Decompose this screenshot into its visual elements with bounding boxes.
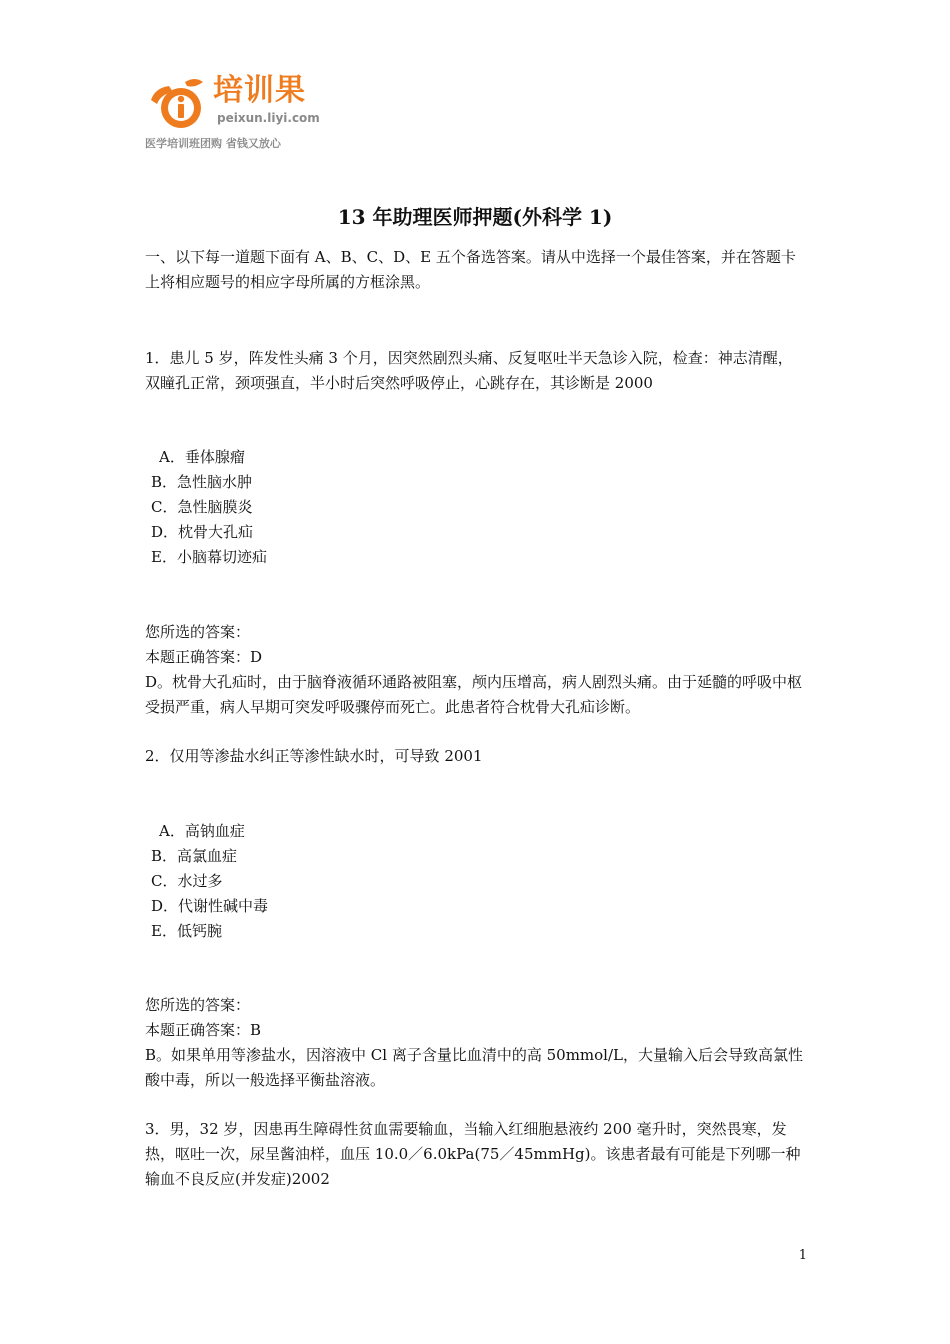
option-a[interactable]: A．垂体腺瘤 xyxy=(159,448,245,466)
question-3 xyxy=(145,1117,807,1192)
your-answer-label: 您所选的答案： xyxy=(145,623,251,641)
question-1-options xyxy=(145,445,807,570)
peach-logo-icon xyxy=(145,74,209,134)
option-d[interactable]: D．枕骨大孔疝 xyxy=(151,523,254,541)
option-e[interactable]: E．低钙腕 xyxy=(151,922,222,940)
question-1 xyxy=(145,346,807,396)
brand-url[interactable]: peixun.liyi.com xyxy=(217,111,320,125)
instructions xyxy=(145,245,807,295)
brand-slogan: 医学培训班团购 省钱又放心 xyxy=(145,137,281,150)
option-d[interactable]: D．代谢性碱中毒 xyxy=(151,897,269,915)
brand-logo xyxy=(145,70,345,160)
question-1-answer xyxy=(145,620,807,720)
question-stem: 1．患儿 5 岁，阵发性头痛 3 个月，因突然剧烈头痛、反复呕吐半天急诊入院，检查：神志清醒，双瞳孔正常，颈项强直，半小时后突然呼吸停止，心跳存在，其诊断是 2000 xyxy=(145,349,793,392)
brand-name: 培训果 xyxy=(213,73,306,108)
option-a[interactable]: A．高钠血症 xyxy=(159,822,245,840)
correct-answer: 本题正确答案：D xyxy=(145,648,263,666)
question-2 xyxy=(145,744,807,769)
option-c[interactable]: C．水过多 xyxy=(151,872,223,890)
correct-answer: 本题正确答案：B xyxy=(145,1021,262,1039)
instructions-text: 一、以下每一道题下面有 A、B、C、D、E 五个备选答案。请从中选择一个最佳答案，并在答题卡上将相应题号的相应字母所属的方框涂黑。 xyxy=(145,248,796,291)
option-e[interactable]: E．小脑幕切迹疝 xyxy=(151,548,267,566)
option-b[interactable]: B．急性脑水肿 xyxy=(151,473,253,491)
option-c[interactable]: C．急性脑膜炎 xyxy=(151,498,253,516)
option-b[interactable]: B．高氯血症 xyxy=(151,847,238,865)
document-title: 13 年助理医师押题(外科学 1) xyxy=(337,205,613,229)
question-stem: 3．男，32 岁，因患再生障碍性贫血需要输血，当输入红细胞悬液约 200 毫升时，突然畏寒，发热，呕吐一次，尿呈酱油样，血压 10.0／6.0kPa(75／45mmHg)。该患者最有可能是下列哪一种输血不良反应(并发症)2002 xyxy=(145,1120,801,1188)
question-2-options xyxy=(145,819,807,944)
page-number: 1 xyxy=(798,1248,807,1263)
answer-explanation: B。如果单用等渗盐水，因溶液中 Cl 离子含量比血清中的高 50mmol/L，大量输入后会导致高氯性酸中毒，所以一般选择平衡盐溶液。 xyxy=(145,1046,803,1089)
question-2-answer xyxy=(145,993,807,1093)
question-stem: 2．仅用等渗盐水纠正等渗性缺水时，可导致 2001 xyxy=(145,747,483,765)
answer-explanation: D。枕骨大孔疝时，由于脑脊液循环通路被阻塞，颅内压增高，病人剧烈头痛。由于延髓的呼吸中枢受损严重，病人早期可突发呼吸骤停而死亡。此患者符合枕骨大孔疝诊断。 xyxy=(145,673,803,716)
your-answer-label: 您所选的答案： xyxy=(145,996,251,1014)
